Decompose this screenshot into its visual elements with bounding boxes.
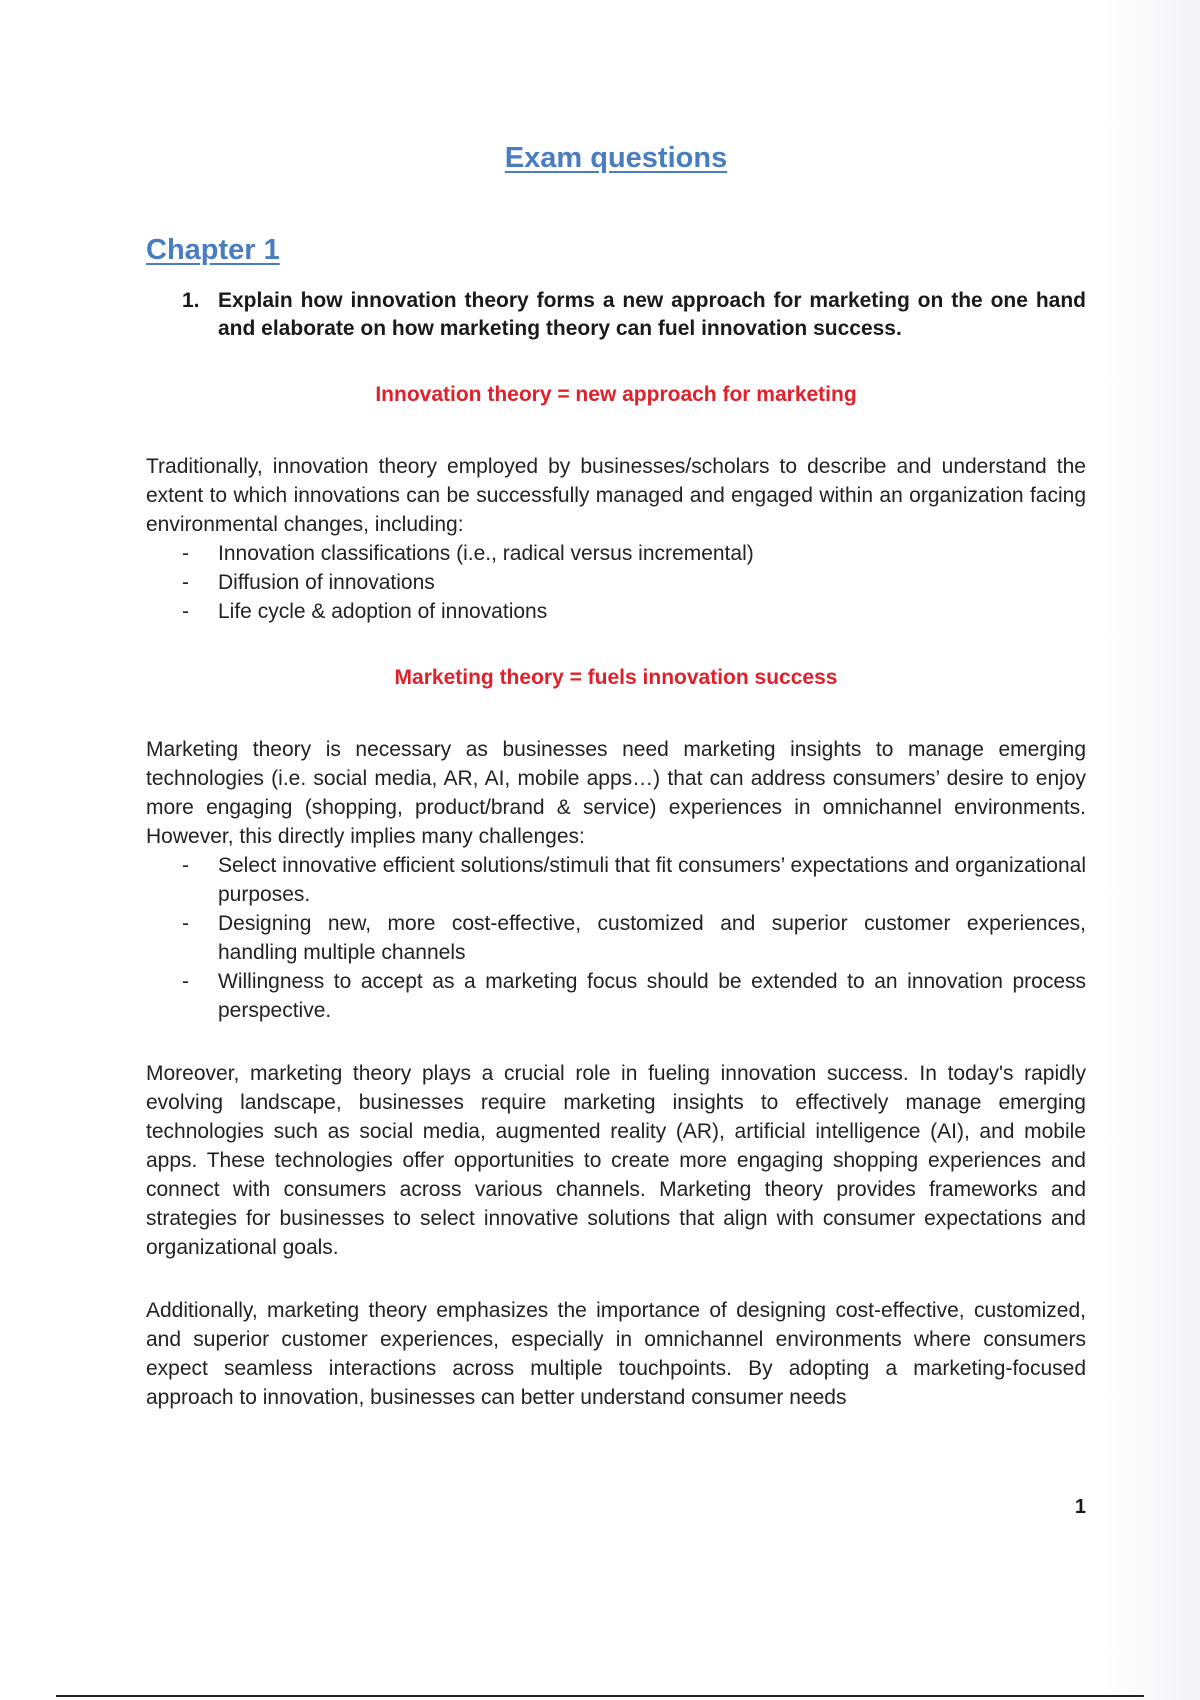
list-item: - Diffusion of innovations xyxy=(146,568,1086,597)
list-item: - Innovation classifications (i.e., radical versus incremental) xyxy=(146,539,1086,568)
list-item: - Life cycle & adoption of innovations xyxy=(146,597,1086,626)
innovation-bullet-list xyxy=(146,539,1086,626)
challenges-bullet-list xyxy=(146,851,1086,1025)
paragraph-traditional-innovation: Traditionally, innovation theory employed by businesses/scholars to describe and understand the extent to which innovations can be successfully managed and engaged within an organization facing environmental changes, including: xyxy=(146,455,1086,536)
list-item: - Select innovative efficient solutions/stimuli that fit consumers’ expectations and organizational purposes. xyxy=(146,851,1086,909)
page-bottom-divider xyxy=(56,1695,1144,1697)
scan-shading xyxy=(1104,0,1200,1700)
chapter-heading: Chapter 1 xyxy=(146,234,280,266)
bullet-dash: - xyxy=(182,571,189,594)
section-heading-innovation: Innovation theory = new approach for marketing xyxy=(375,383,857,406)
bullet-dash: - xyxy=(182,912,189,935)
exam-question xyxy=(182,287,1086,343)
list-item: - Designing new, more cost-effective, customized and superior customer experiences, handling multiple channels xyxy=(146,909,1086,967)
paragraph-additionally: Additionally, marketing theory emphasizes the importance of designing cost-effective, customized, and superior customer experiences, especially in omnichannel environments where consumers expect seamless interactions across multiple touchpoints. By adopting a marketing-focused approach to innovation, businesses can better understand consumer needs xyxy=(146,1299,1086,1409)
section-heading-marketing: Marketing theory = fuels innovation success xyxy=(394,666,838,689)
question-number: 1. xyxy=(182,289,200,312)
document-title: Exam questions xyxy=(504,142,728,174)
paragraph-moreover: Moreover, marketing theory plays a crucial role in fueling innovation success. In today's rapidly evolving landscape, businesses require marketing insights to effectively manage emerging technologies such as social media, augmented reality (AR), artificial intelligence (AI), and mobile apps. These technologies offer opportunities to create more engaging shopping experiences and connect with consumers across various channels. Marketing theory provides frameworks and strategies for businesses to select innovative solutions that align with consumer expectations and organizational goals. xyxy=(146,1062,1086,1259)
bullet-dash: - xyxy=(182,970,189,993)
bullet-dash: - xyxy=(182,854,189,877)
bullet-dash: - xyxy=(182,600,189,623)
bullet-dash: - xyxy=(182,542,189,565)
paragraph-marketing-necessary: Marketing theory is necessary as businesses need marketing insights to manage emerging technologies (i.e. social media, AR, AI, mobile apps…) that can address consumers’ desire to enjoy more engaging (shopping, product/brand & service) experiences in omnichannel environments. However, this directly implies many challenges: xyxy=(146,738,1086,848)
question-text: Explain how innovation theory forms a new approach for marketing on the one hand and elaborate on how marketing theory can fuel innovation success. xyxy=(218,289,1086,340)
page-number: 1 xyxy=(1074,1496,1086,1518)
list-item: - Willingness to accept as a marketing focus should be extended to an innovation process perspective. xyxy=(146,967,1086,1025)
